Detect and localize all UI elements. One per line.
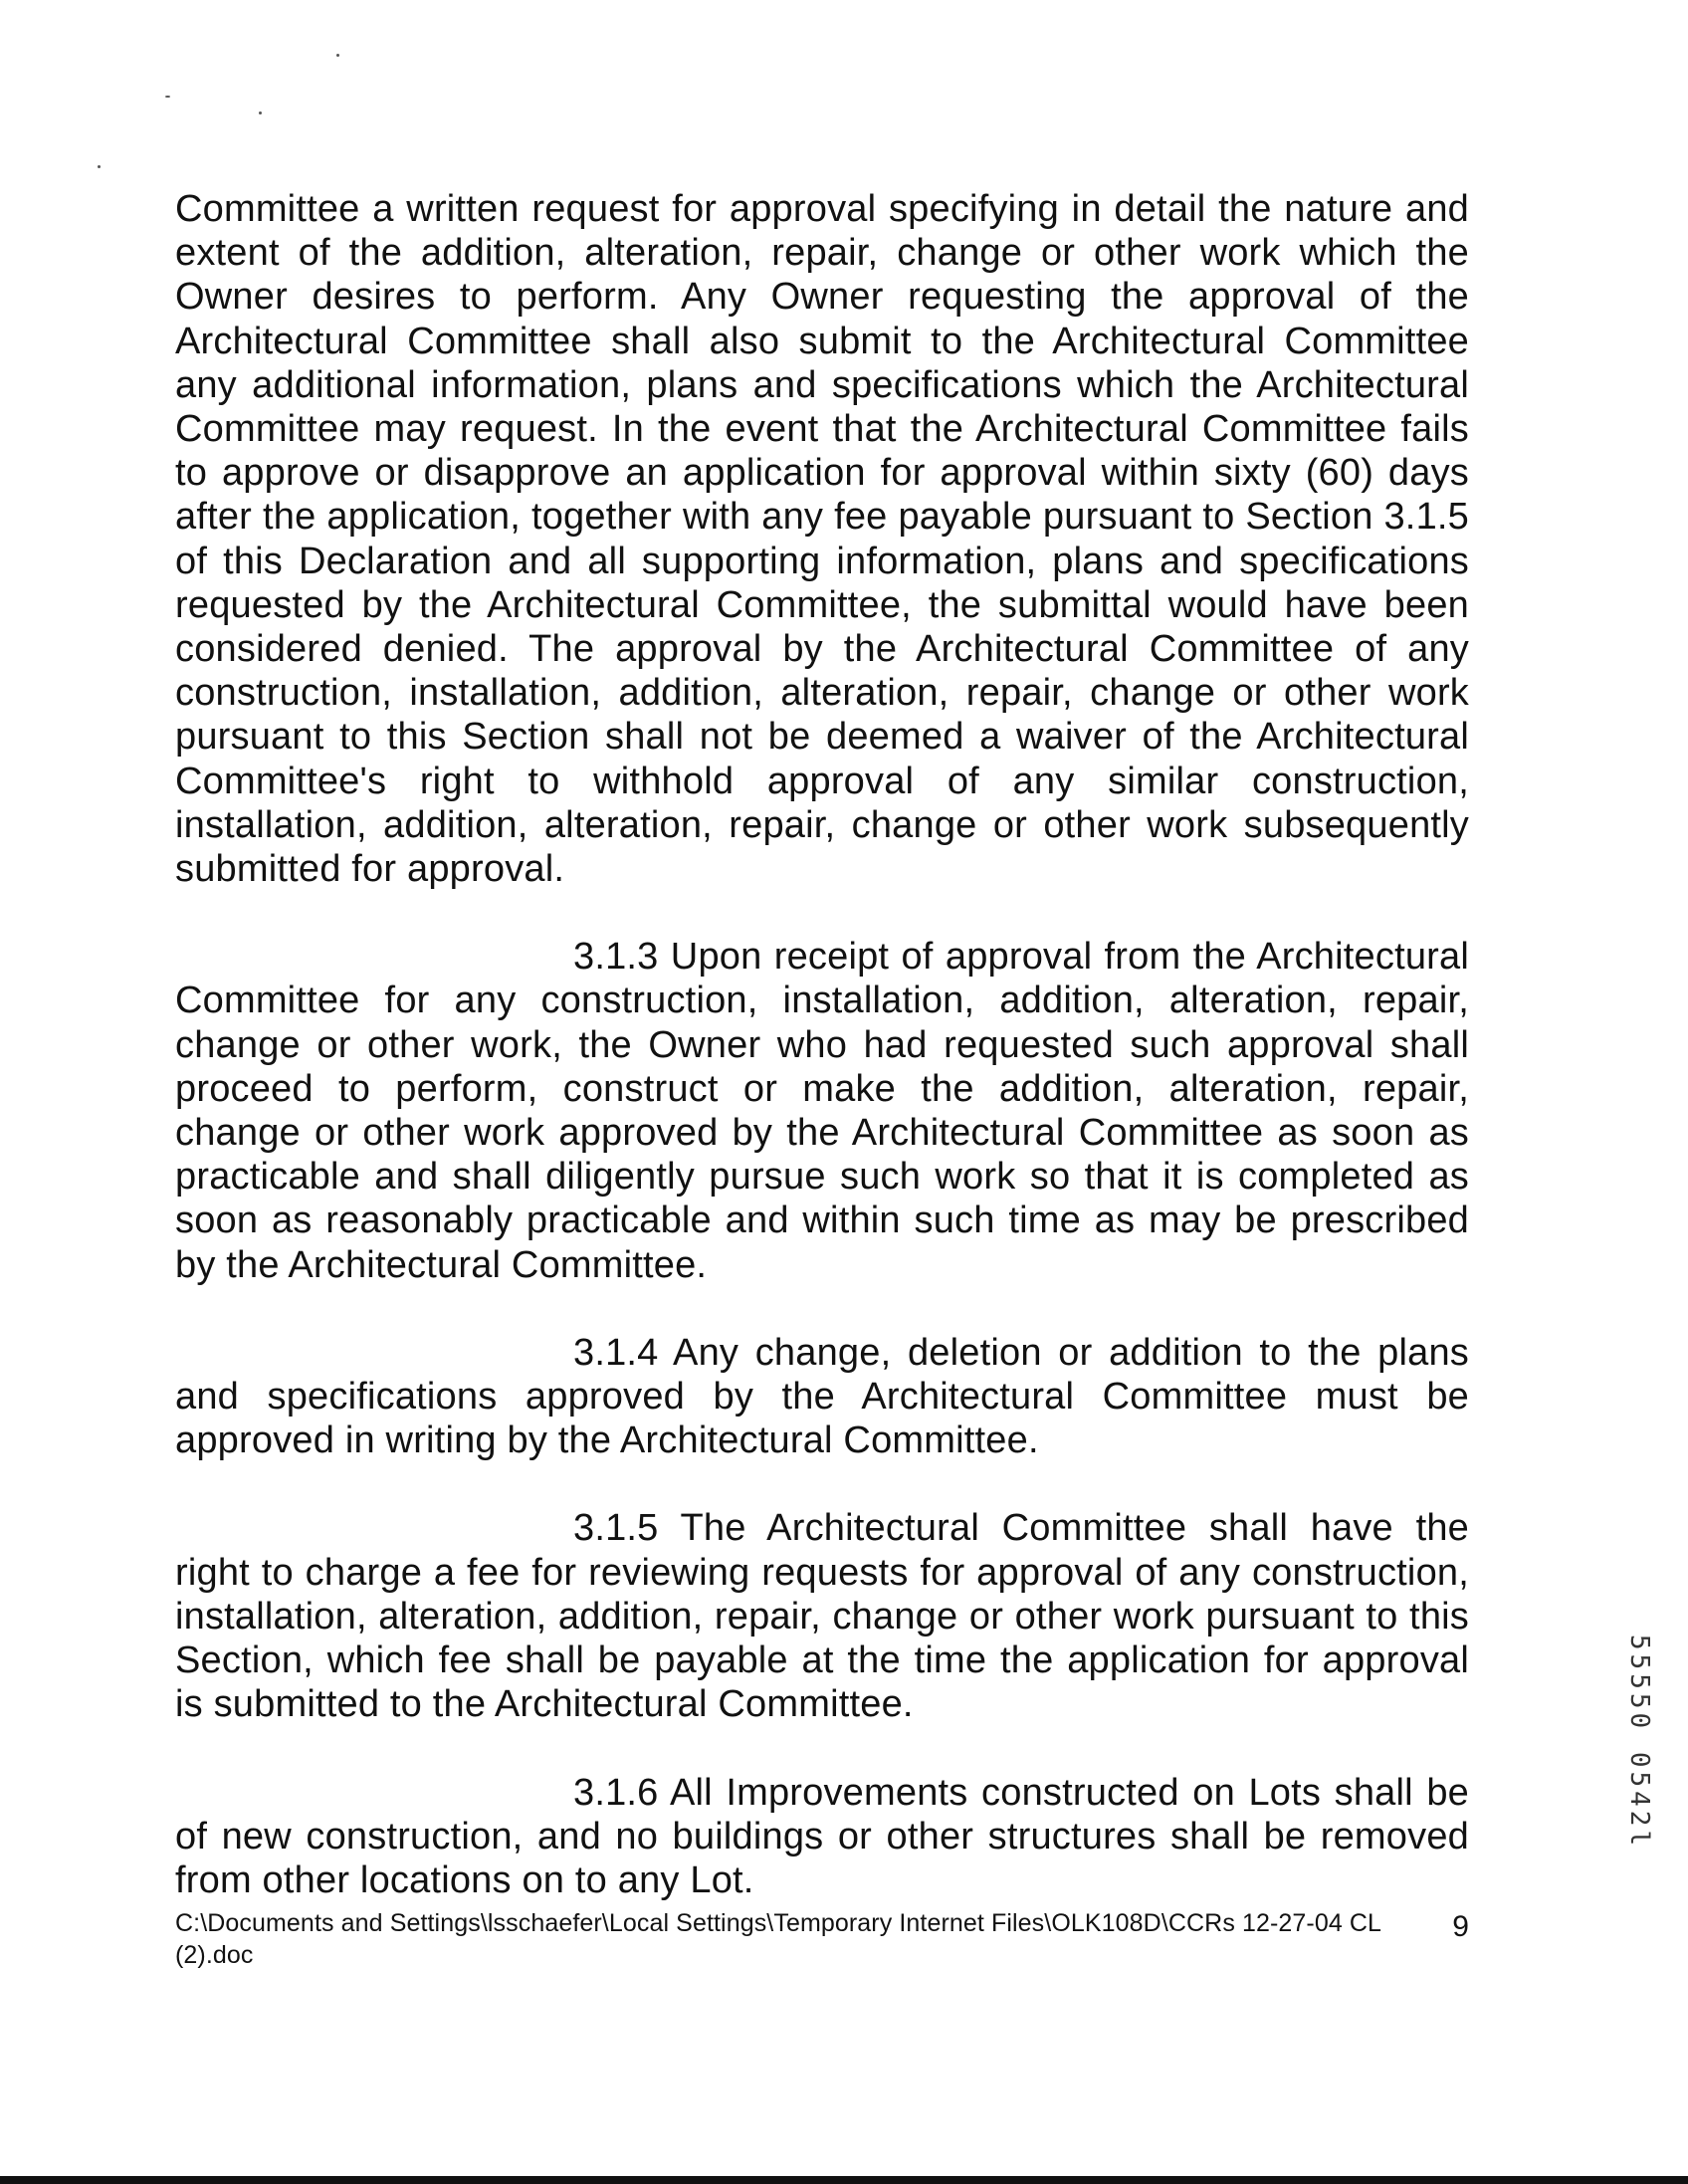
bottom-scan-edge (0, 2176, 1688, 2184)
paragraph-3-1-4: 3.1.4 Any change, deletion or addition to the plans and specifications approved by the Architectural Committee must be approved in writing by the Architectural Committee. (175, 1331, 1469, 1462)
paragraph-3-1-3: 3.1.3 Upon receipt of approval from the Architectural Committee for any construction, installation, addition, alteration, repair, change or other work, the Owner who had requested such approval shall proceed to perform, construct or make the addition, alteration, repair, change or other work approved by the Architectural Committee as soon as practicable and shall diligently pursue such work so that it is completed as soon as reasonably practicable and within such time as may be prescribed by the Architectural Committee. (175, 936, 1469, 1286)
paragraph-continuation: Committee a written request for approval specifying in detail the nature and extent of the addition, alteration, repair, change or other work which the Owner desires to perform. Any Owner requesting the approval of the Architectural Committee shall also submit to the Architectural Committee any additional information, plans and specifications which the Architectural Committee may request. In the event that the Architectural Committee fails to approve or disapprove an application for approval within sixty (60) days after the application, together with any fee payable pursuant to Section 3.1.5 of this Declaration and all supporting information, plans and specifications requested by the Architectural Committee, the submittal would have been considered denied. The approval by the Architectural Committee of any construction, installation, addition, alteration, repair, change or other work pursuant to this Section shall not be deemed a waiver of the Architectural Committee's right to withhold approval of any similar construction, installation, addition, alteration, repair, change or other work subsequently submitted for approval. (175, 188, 1469, 891)
scan-speck (259, 111, 262, 114)
footer-file-path: C:\Documents and Settings\lsschaefer\Local Settings\Temporary Internet Files\OLK108D\CCRs 12-27-04 CL (2).doc (175, 1909, 1381, 1969)
scan-speck (98, 165, 101, 168)
side-stamp (1622, 1613, 1656, 1871)
paragraph-3-1-6: 3.1.6 All Improvements constructed on Lots shall be of new construction, and no buildings or other structures shall be removed from other locations on to any Lot. (175, 1771, 1469, 1901)
scan-speck (165, 96, 170, 98)
scan-speck (336, 54, 339, 57)
page-number: 9 (1452, 1910, 1469, 1943)
page-footer (175, 1907, 1469, 1971)
paragraph-3-1-5: 3.1.5 The Architectural Committee shall have the right to charge a fee for reviewing requests for approval of any construction, installation, alteration, addition, repair, change or other work pursuant to this Section, which fee shall be payable at the time the application for approval is submitted to the Architectural Committee. (175, 1507, 1469, 1726)
side-stamp-text: 55550 0542l (1624, 1634, 1654, 1851)
document-body (175, 187, 1469, 1902)
